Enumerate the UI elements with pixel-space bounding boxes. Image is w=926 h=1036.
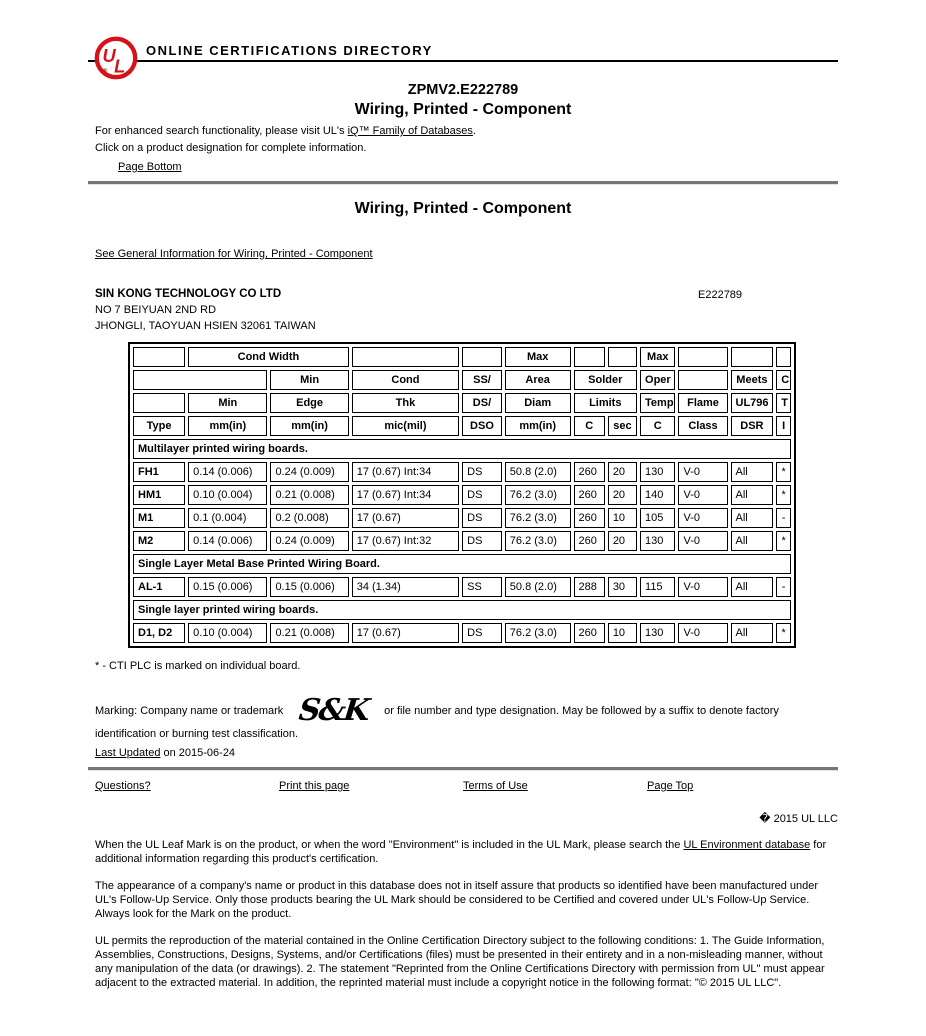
table-data-cell: * xyxy=(776,485,791,505)
table-data-cell: 20 xyxy=(608,462,637,482)
marking-paragraph xyxy=(95,693,840,742)
table-header-cell: mm(in) xyxy=(188,416,267,436)
table-data-cell: All xyxy=(731,462,774,482)
table-data-cell: DS xyxy=(462,531,502,551)
marking-text-suffix: or file number and type designation. May be followed by a suffix to denote factory identification or burning test classification. xyxy=(95,705,779,740)
table-header-cell: Type xyxy=(133,416,185,436)
table-data-cell: 10 xyxy=(608,623,637,643)
table-header-cell: Max xyxy=(640,347,675,367)
search-note-text: For enhanced search functionality, please visit UL's xyxy=(95,125,348,137)
company-address-line1: NO 7 BEIYUAN 2ND RD xyxy=(95,304,217,316)
table-header-cell: Limits xyxy=(574,393,638,413)
spec-table-body xyxy=(133,439,791,643)
table-data-cell: 17 (0.67) xyxy=(352,508,459,528)
table-header-cell-empty xyxy=(462,347,502,367)
table-row xyxy=(133,508,791,528)
table-header-cell: DSR xyxy=(731,416,774,436)
table-data-cell: 30 xyxy=(608,577,637,597)
table-header-cell: UL796 xyxy=(731,393,774,413)
page-title: Wiring, Printed - Component xyxy=(354,101,572,118)
table-header-cell: mm(in) xyxy=(505,416,571,436)
table-data-cell: DS xyxy=(462,485,502,505)
search-note xyxy=(95,125,838,137)
table-data-cell: V-0 xyxy=(678,531,727,551)
svg-text:U: U xyxy=(102,44,116,66)
table-data-cell: 0.15 (0.006) xyxy=(188,577,267,597)
product-type-link[interactable]: AL-1 xyxy=(133,577,185,597)
table-data-cell: 260 xyxy=(574,462,605,482)
table-header-cell-empty xyxy=(133,347,185,367)
table-data-cell: 0.1 (0.004) xyxy=(188,508,267,528)
table-data-cell: All xyxy=(731,485,774,505)
table-header-cell-empty xyxy=(352,347,459,367)
table-section-label: Single layer printed wiring boards. xyxy=(133,600,791,620)
table-header-cell: Oper xyxy=(640,370,675,390)
table-header-cell: Cond xyxy=(352,370,459,390)
table-header-cell-empty xyxy=(574,347,605,367)
table-header-cell: Max xyxy=(505,347,571,367)
table-data-cell: 0.10 (0.004) xyxy=(188,623,267,643)
print-page-link[interactable]: Print this page xyxy=(279,780,350,792)
directory-title: ONLINE CERTIFICATIONS DIRECTORY xyxy=(146,43,433,58)
table-data-cell: * xyxy=(776,462,791,482)
company-address-line2: JHONGLI, TAOYUAN HSIEN 32061 TAIWAN xyxy=(95,320,316,332)
legal-paragraph-3: UL permits the reproduction of the material contained in the Online Certification Directory subject to the following conditions: 1. The Guide Information, Assemblies, Constructions, Designs, Systems, and/or Certifications (files) must be presented in their entirety and in a non-misleading manner, without any manipulation of the data (or drawings). 2. The statement "Reprinted from the Online Certifications Directory with permission from UL" must appear adjacent to the extracted material. In addition, the reprinted material must include a copyright notice in the following format: "© 2015 UL LLC". xyxy=(95,935,825,989)
iq-databases-link[interactable]: iQ™ Family of Databases xyxy=(347,125,473,137)
table-header-cell: Area xyxy=(505,370,571,390)
last-updated-date: on 2015-06-24 xyxy=(160,747,236,759)
table-header-cell: Class xyxy=(678,416,727,436)
table-data-cell: All xyxy=(731,577,774,597)
table-data-cell: 130 xyxy=(640,531,675,551)
file-number: E222789 xyxy=(698,289,743,301)
table-header-cell: T xyxy=(776,393,791,413)
table-header-cell-empty xyxy=(133,370,267,390)
table-data-cell: V-0 xyxy=(678,462,727,482)
table-header-cell: Min xyxy=(188,393,267,413)
table-data-cell: SS xyxy=(462,577,502,597)
table-header-cell-empty xyxy=(731,347,774,367)
table-data-cell: - xyxy=(776,577,791,597)
table-data-cell: DS xyxy=(462,462,502,482)
section-title: Wiring, Printed - Component xyxy=(354,200,572,217)
table-header-cell-empty xyxy=(776,347,791,367)
table-data-cell: 0.24 (0.009) xyxy=(270,462,348,482)
table-header-cell-empty xyxy=(678,347,727,367)
table-data-cell: 0.21 (0.008) xyxy=(270,623,348,643)
table-data-cell: DS xyxy=(462,623,502,643)
table-data-cell: 17 (0.67) xyxy=(352,623,459,643)
table-data-cell: 0.14 (0.006) xyxy=(188,531,267,551)
table-data-cell: 260 xyxy=(574,508,605,528)
table-header-cell: sec xyxy=(608,416,637,436)
table-data-cell: 115 xyxy=(640,577,675,597)
table-data-cell: 0.24 (0.009) xyxy=(270,531,348,551)
table-data-cell: 50.8 (2.0) xyxy=(505,462,571,482)
company-block xyxy=(95,286,838,334)
table-data-cell: All xyxy=(731,508,774,528)
table-data-cell: 0.10 (0.004) xyxy=(188,485,267,505)
product-type-link[interactable]: D1, D2 xyxy=(133,623,185,643)
table-data-cell: * xyxy=(776,531,791,551)
general-info-row xyxy=(95,248,838,260)
table-row xyxy=(133,577,791,597)
svg-text:®: ® xyxy=(102,67,108,75)
legal-paragraph-2: The appearance of a company's name or product in this database does not in itself assure that products so identified have been manufactured under UL's Follow-Up Service. Only those products bearing the UL Mark should be considered to be Certified and covered under UL's Follow-Up Service. Always look for the Mark on the product. xyxy=(95,880,819,920)
ul-logo-icon xyxy=(92,34,140,82)
table-data-cell: 76.2 (3.0) xyxy=(505,485,571,505)
table-section-label: Single Layer Metal Base Printed Wiring Board. xyxy=(133,554,791,574)
table-header-cell: SS/ xyxy=(462,370,502,390)
cert-number: ZPMV2.E222789 xyxy=(407,82,519,98)
table-header-cell: C xyxy=(776,370,791,390)
table-data-cell: 288 xyxy=(574,577,605,597)
table-data-cell: V-0 xyxy=(678,508,727,528)
table-data-cell: V-0 xyxy=(678,623,727,643)
questions-link[interactable]: Questions? xyxy=(95,780,151,792)
masthead-rule xyxy=(88,60,838,62)
table-data-cell: All xyxy=(731,623,774,643)
table-data-cell: V-0 xyxy=(678,577,727,597)
table-header-cell: C xyxy=(574,416,605,436)
table-data-cell: 76.2 (3.0) xyxy=(505,508,571,528)
table-data-cell: 260 xyxy=(574,531,605,551)
table-data-cell: - xyxy=(776,508,791,528)
table-header-cell: Diam xyxy=(505,393,571,413)
table-header-cell: Meets xyxy=(731,370,774,390)
table-data-cell: * xyxy=(776,623,791,643)
table-data-cell: 0.15 (0.006) xyxy=(270,577,348,597)
table-row xyxy=(133,531,791,551)
table-data-cell: 17 (0.67) Int:34 xyxy=(352,462,459,482)
product-type-link[interactable]: M2 xyxy=(133,531,185,551)
table-data-cell: DS xyxy=(462,508,502,528)
table-header-cell: Min xyxy=(270,370,348,390)
table-data-cell: 34 (1.34) xyxy=(352,577,459,597)
product-type-link[interactable]: FH1 xyxy=(133,462,185,482)
table-row xyxy=(133,623,791,643)
table-header-cell-empty xyxy=(678,370,727,390)
table-data-cell: 17 (0.67) Int:34 xyxy=(352,485,459,505)
table-row xyxy=(133,462,791,482)
last-updated-row xyxy=(95,747,838,759)
search-note-period: . xyxy=(472,125,476,137)
page-top-link[interactable]: Page Top xyxy=(647,780,694,792)
table-header-cell: Thk xyxy=(352,393,459,413)
product-type-link[interactable]: M1 xyxy=(133,508,185,528)
bottom-divider xyxy=(88,767,838,771)
table-data-cell: 17 (0.67) Int:32 xyxy=(352,531,459,551)
spec-table-head xyxy=(133,347,791,436)
spec-table xyxy=(128,342,796,648)
table-section-label: Multilayer printed wiring boards. xyxy=(133,439,791,459)
table-data-cell: All xyxy=(731,531,774,551)
legal-p1-suffix: for additional information regarding this product's certification. xyxy=(95,839,827,865)
marking-text-prefix: Marking: Company name or trademark xyxy=(95,705,284,717)
ul-environment-database-link[interactable]: UL Environment database xyxy=(683,839,811,851)
sk-trademark-logo: S&K xyxy=(297,693,371,728)
table-data-cell: 105 xyxy=(640,508,675,528)
footnote: * - CTI PLC is marked on individual board. xyxy=(95,660,301,672)
table-data-cell: 260 xyxy=(574,485,605,505)
legal-paragraph-1 xyxy=(95,838,840,866)
table-data-cell: 0.2 (0.008) xyxy=(270,508,348,528)
table-header-cell: Solder xyxy=(574,370,638,390)
table-data-cell: 260 xyxy=(574,623,605,643)
table-header-cell-empty xyxy=(133,393,185,413)
page-bottom-row xyxy=(118,161,838,173)
table-header-cell: DSO xyxy=(462,416,502,436)
table-header-cell: mm(in) xyxy=(270,416,348,436)
table-data-cell: 140 xyxy=(640,485,675,505)
company-name: SIN KONG TECHNOLOGY CO LTD xyxy=(95,288,282,300)
click-note: Click on a product designation for complete information. xyxy=(95,142,367,154)
product-type-link[interactable]: HM1 xyxy=(133,485,185,505)
terms-of-use-link[interactable]: Terms of Use xyxy=(463,780,528,792)
table-data-cell: 50.8 (2.0) xyxy=(505,577,571,597)
table-header-cell: Temp xyxy=(640,393,675,413)
table-data-cell: 76.2 (3.0) xyxy=(505,623,571,643)
table-data-cell: V-0 xyxy=(678,485,727,505)
table-data-cell: 76.2 (3.0) xyxy=(505,531,571,551)
table-data-cell: 10 xyxy=(608,508,637,528)
table-header-cell: I xyxy=(776,416,791,436)
table-header-cell-empty xyxy=(608,347,637,367)
page xyxy=(88,0,838,990)
legal-p1-prefix: When the UL Leaf Mark is on the product, or when the word "Environment" is included in the UL Mark, please search the xyxy=(95,839,684,851)
table-header-cell: DS/ xyxy=(462,393,502,413)
table-data-cell: 20 xyxy=(608,485,637,505)
table-header-cell: Cond Width xyxy=(188,347,349,367)
table-data-cell: 0.14 (0.006) xyxy=(188,462,267,482)
table-data-cell: 130 xyxy=(640,623,675,643)
table-data-cell: 20 xyxy=(608,531,637,551)
table-header-cell: mic(mil) xyxy=(352,416,459,436)
table-header-cell: Edge xyxy=(270,393,348,413)
svg-text:L: L xyxy=(114,55,126,77)
table-data-cell: 0.21 (0.008) xyxy=(270,485,348,505)
table-data-cell: 130 xyxy=(640,462,675,482)
table-header-cell: Flame xyxy=(678,393,727,413)
table-row xyxy=(133,485,791,505)
page-bottom-link[interactable]: Page Bottom xyxy=(118,161,182,173)
last-updated-link[interactable]: Last Updated xyxy=(95,747,161,759)
general-info-link[interactable]: See General Information for Wiring, Printed - Component xyxy=(95,248,373,260)
copyright-notice: � 2015 UL LLC xyxy=(759,813,838,825)
footer-links xyxy=(95,780,838,792)
table-header-cell: C xyxy=(640,416,675,436)
masthead xyxy=(88,0,838,76)
top-divider xyxy=(88,181,838,185)
